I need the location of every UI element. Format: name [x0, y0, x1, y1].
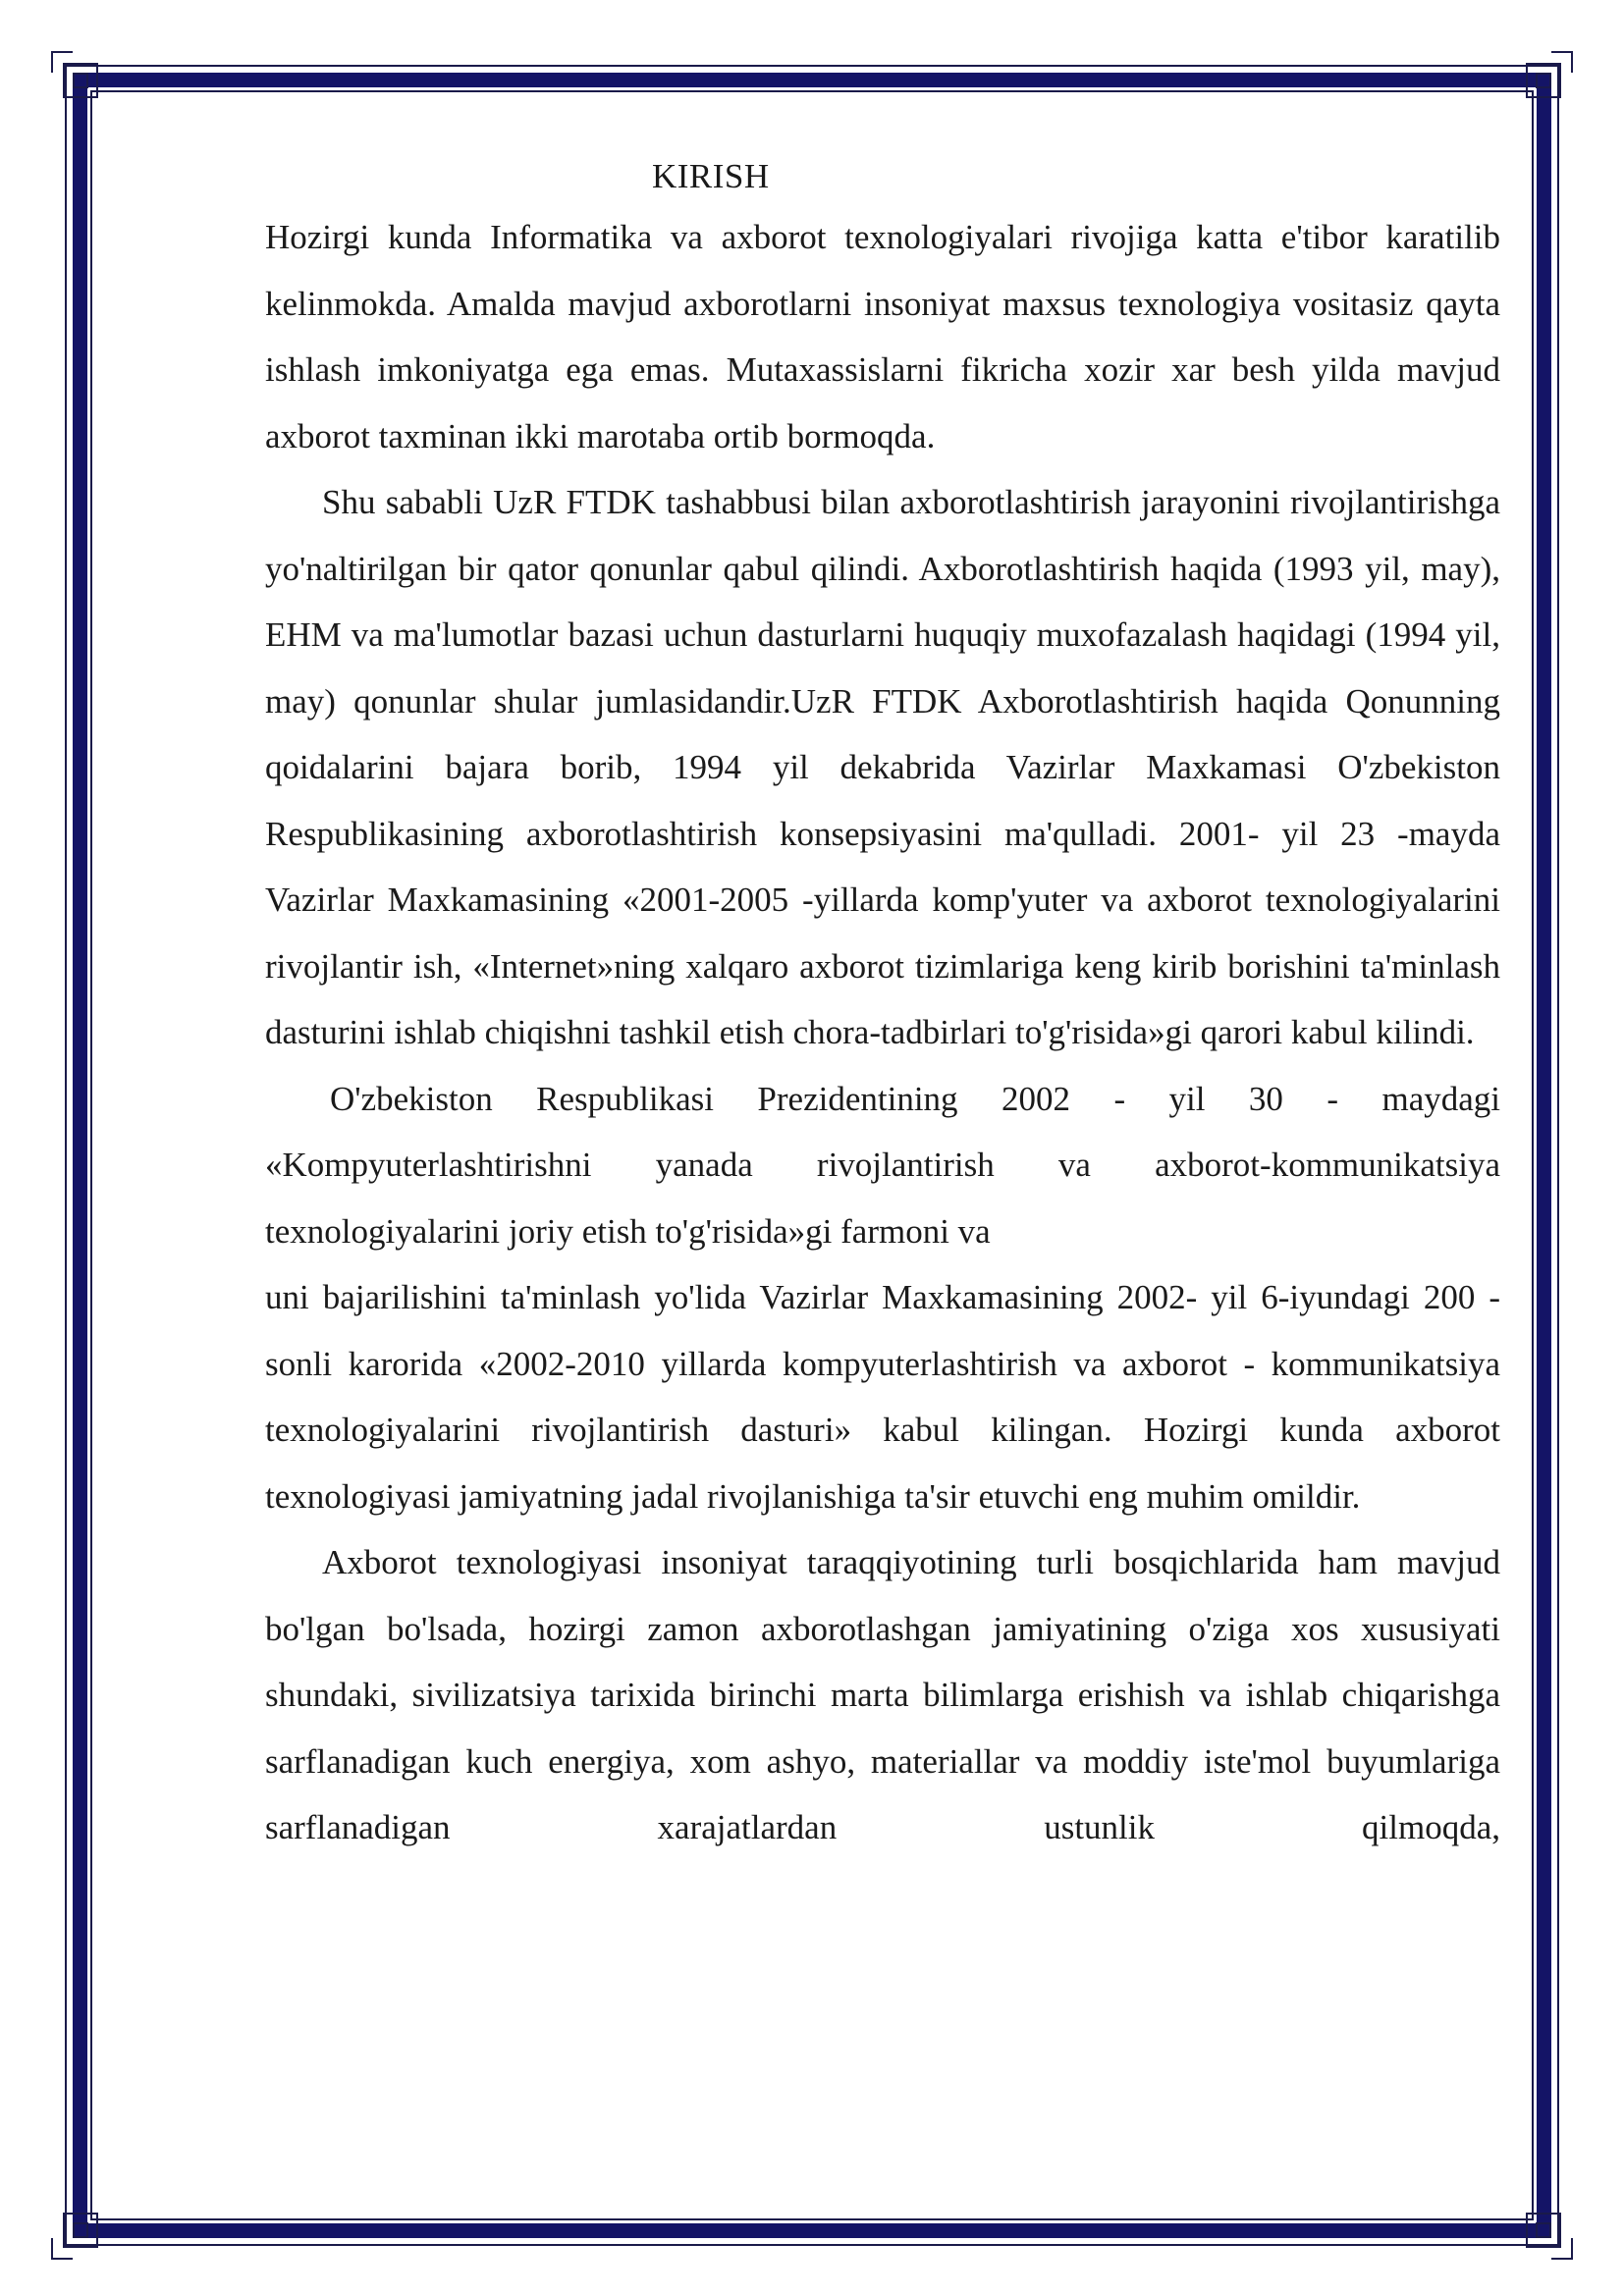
border-corner-ornament: [1526, 63, 1561, 98]
border-corner-ornament: [63, 2213, 98, 2248]
paragraph: Hozirgi kunda Informatika va axborot texnologiyalari rivojiga katta e'tibor karatilib kelinmokda. Amalda mavjud axborotlarni insoniyat maxsus texnologiya vositasiz qayta ishlash imkoniyatga ega emas. Mutaxassislarni fikricha xozir xar besh yilda mavjud axborot taxminan ikki marotaba ortib bormoqda.: [265, 218, 1500, 455]
document-body: [265, 149, 1500, 1861]
paragraph: Axborot texnologiyasi insoniyat taraqqiyotining turli bosqichlarida ham mavjud bo'lgan bo'lsada, hozirgi zamon axborotlashgan jamiyatining o'ziga xos xususiyati shundaki, sivilizatsiya tarixida birinchi marta bilimlarga erishish va ishlab chiqarishga sarflanadigan kuch energiya, xom ashyo, materiallar va moddiy iste'mol buyumlariga sarflanadigan xarajatlardan ustunlik qilmoqda,: [265, 1543, 1500, 1846]
section-heading: KIRISH: [652, 157, 770, 195]
paragraph: Shu sababli UzR FTDK tashabbusi bilan axborotlashtirish jarayonini rivojlantirishga yo'naltirilgan bir qator qonunlar qabul qilindi. Axborotlashtirish haqida (1993 yil, may), EHM va ma'lumotlar bazasi uchun dasturlarni huquqiy muxofazalash haqidagi (1994 yil, may) qonunlar shular jumlasidandir.UzR FTDK Axborotlashtirish haqida Qonunning qoidalarini bajara borib, 1994 yil dekabrida Vazirlar Maxkamasi O'zbekiston Respublikasining axborotlashtirish konsepsiyasini ma'qulladi. 2001- yil 23 -mayda Vazirlar Maxkamasining «2001-2005 -yillarda komp'yuter va axborot texnologiyalarini rivojlantir ish, «Internet»ning xalqaro axborot tizimlariga keng kirib borishini ta'minlash dasturini ishlab chiqishni tashkil etish chora-tadbirlari to'g'risida»gi qarori kabul kilindi.: [265, 483, 1500, 1051]
border-corner-ornament: [1526, 2213, 1561, 2248]
border-corner-ornament: [63, 63, 98, 98]
paragraph: O'zbekiston Respublikasi Prezidentining 2002 - yil 30 - maydagi «Kompyuterlashtirishni yanada rivojlantirish va axborot-kommunikatsiya texnologiyalarini joriy etish to'g'risida»gi farmoni va: [265, 1079, 1500, 1251]
paragraph: uni bajarilishini ta'minlash yo'lida Vazirlar Maxkamasining 2002- yil 6-iyundagi 200 -sonli karorida «2002-2010 yillarda kompyuterlashtirish va axborot - kommunikatsiya texnologiyalarini rivojlantirish dasturi» kabul kilingan. Hozirgi kunda axborot texnologiyasi jamiyatning jadal rivojlanishiga ta'sir etuvchi eng muhim omildir.: [265, 1278, 1500, 1516]
